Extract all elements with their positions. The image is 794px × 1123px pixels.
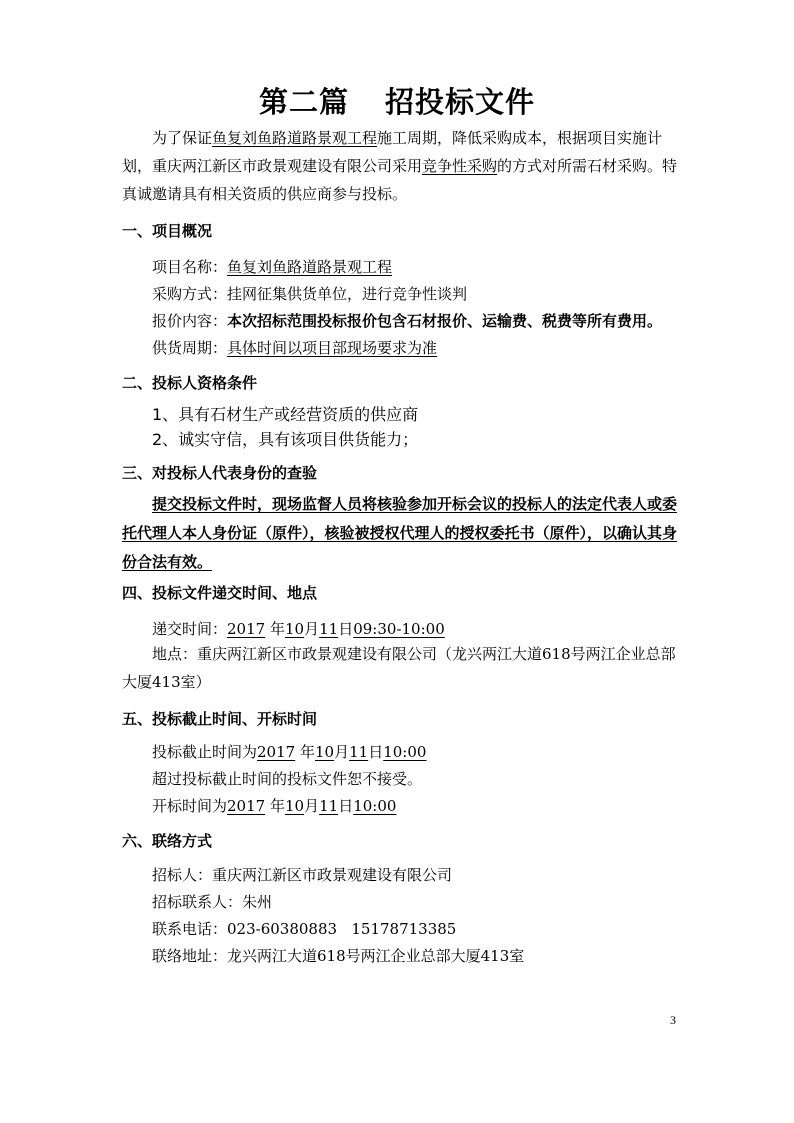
page-title <box>0 80 794 121</box>
section-6-heading: 六、联络方式 <box>122 832 213 850</box>
opening-day: 11 <box>319 797 339 815</box>
submission-year: 2017 <box>227 620 266 638</box>
supply-period-value: 具体时间以项目部现场要求为准 <box>227 339 438 357</box>
opening-year-char: 年 <box>269 797 285 815</box>
submission-time-range: 09:30-10:00 <box>353 620 445 638</box>
intro-text-1: 为了保证 <box>152 129 213 147</box>
submission-place: 地点：重庆两江新区市政景观建设有限公司（龙兴两江大道618号两江企业总部大厦413室） <box>122 645 676 691</box>
opening-time-line <box>152 795 396 816</box>
contact-phone-line: 联系电话：023-60380883 15178713385 <box>152 920 457 938</box>
section-2-heading: 二、投标人资格条件 <box>122 374 258 392</box>
section-3-heading: 三、对投标人代表身份的查验 <box>122 464 318 482</box>
project-name-label: 项目名称： <box>152 258 228 276</box>
supply-period-label: 供货周期： <box>152 339 228 357</box>
quote-value: 本次招标范围投标报价包含石材报价、运输费、税费等所有费用。 <box>227 312 663 330</box>
submission-day: 11 <box>319 620 339 638</box>
project-name-line <box>152 256 392 277</box>
title-part-2: 招投标文件 <box>385 85 536 119</box>
late-submission-note: 超过投标截止时间的投标文件恕不接受。 <box>152 770 423 788</box>
qualification-item-2: 2、诚实守信，具有该项目供货能力； <box>152 430 419 449</box>
submission-time-line <box>152 618 445 639</box>
opening-label: 开标时间为 <box>152 797 228 815</box>
deadline-year-char: 年 <box>299 743 315 761</box>
deadline-year: 2017 <box>257 743 296 761</box>
qualification-item-1: 1、具有石材生产或经营资质的供应商 <box>152 405 419 424</box>
quote-label: 报价内容： <box>152 312 228 330</box>
month-char: 月 <box>304 620 320 638</box>
intro-method: 竞争性采购 <box>422 157 498 175</box>
tenderer-line: 招标人：重庆两江新区市政景观建设有限公司 <box>152 866 453 884</box>
year-char: 年 <box>269 620 285 638</box>
submission-month: 10 <box>285 620 305 638</box>
quote-content-line <box>152 310 662 331</box>
opening-year: 2017 <box>227 797 266 815</box>
deadline-time: 10:00 <box>383 743 427 761</box>
page-number: 3 <box>670 1013 676 1027</box>
opening-month-char: 月 <box>304 797 320 815</box>
intro-paragraph <box>122 124 678 208</box>
section-4-heading: 四、投标文件递交时间、地点 <box>122 584 318 602</box>
opening-time: 10:00 <box>353 797 397 815</box>
deadline-day: 11 <box>349 743 369 761</box>
opening-day-char: 日 <box>338 797 354 815</box>
section-5-heading: 五、投标截止时间、开标时间 <box>122 710 318 728</box>
day-char: 日 <box>338 620 354 638</box>
supply-period-line <box>152 337 437 358</box>
deadline-day-char: 日 <box>368 743 384 761</box>
deadline-month: 10 <box>315 743 335 761</box>
procurement-method-line: 采购方式：挂网征集供货单位，进行竞争性谈判 <box>152 285 468 303</box>
intro-text-2: 施工周期，降低采购成本，根据项目实施计划，重庆两江新区市政景观建设有限公司采用 <box>122 129 663 175</box>
intro-project-name: 鱼复刘鱼路道路景观工程 <box>212 129 378 147</box>
intro-text-3: 的方式对所需石材采购。特真诚邀请具有相关资质的供应商参与投标。 <box>122 157 678 203</box>
deadline-line <box>152 741 426 762</box>
section-1-heading: 一、项目概况 <box>122 222 213 240</box>
submission-time-label: 递交时间： <box>152 620 228 638</box>
deadline-label: 投标截止时间为 <box>152 743 258 761</box>
opening-month: 10 <box>285 797 305 815</box>
contact-address-line: 联络地址：龙兴两江大道618号两江企业总部大厦413室 <box>152 947 525 965</box>
contact-person-line: 招标联系人：朱州 <box>152 893 273 911</box>
project-name-value: 鱼复刘鱼路道路景观工程 <box>227 258 393 276</box>
deadline-month-char: 月 <box>334 743 350 761</box>
identity-check-paragraph: 提交投标文件时，现场监督人员将核验参加开标会议的投标人的法定代表人或委托代理人本人身份证（原件），核验被授权代理人的授权委托书（原件），以确认其身份合法有效。 <box>122 495 678 571</box>
title-part-1: 第二篇 <box>258 85 349 119</box>
